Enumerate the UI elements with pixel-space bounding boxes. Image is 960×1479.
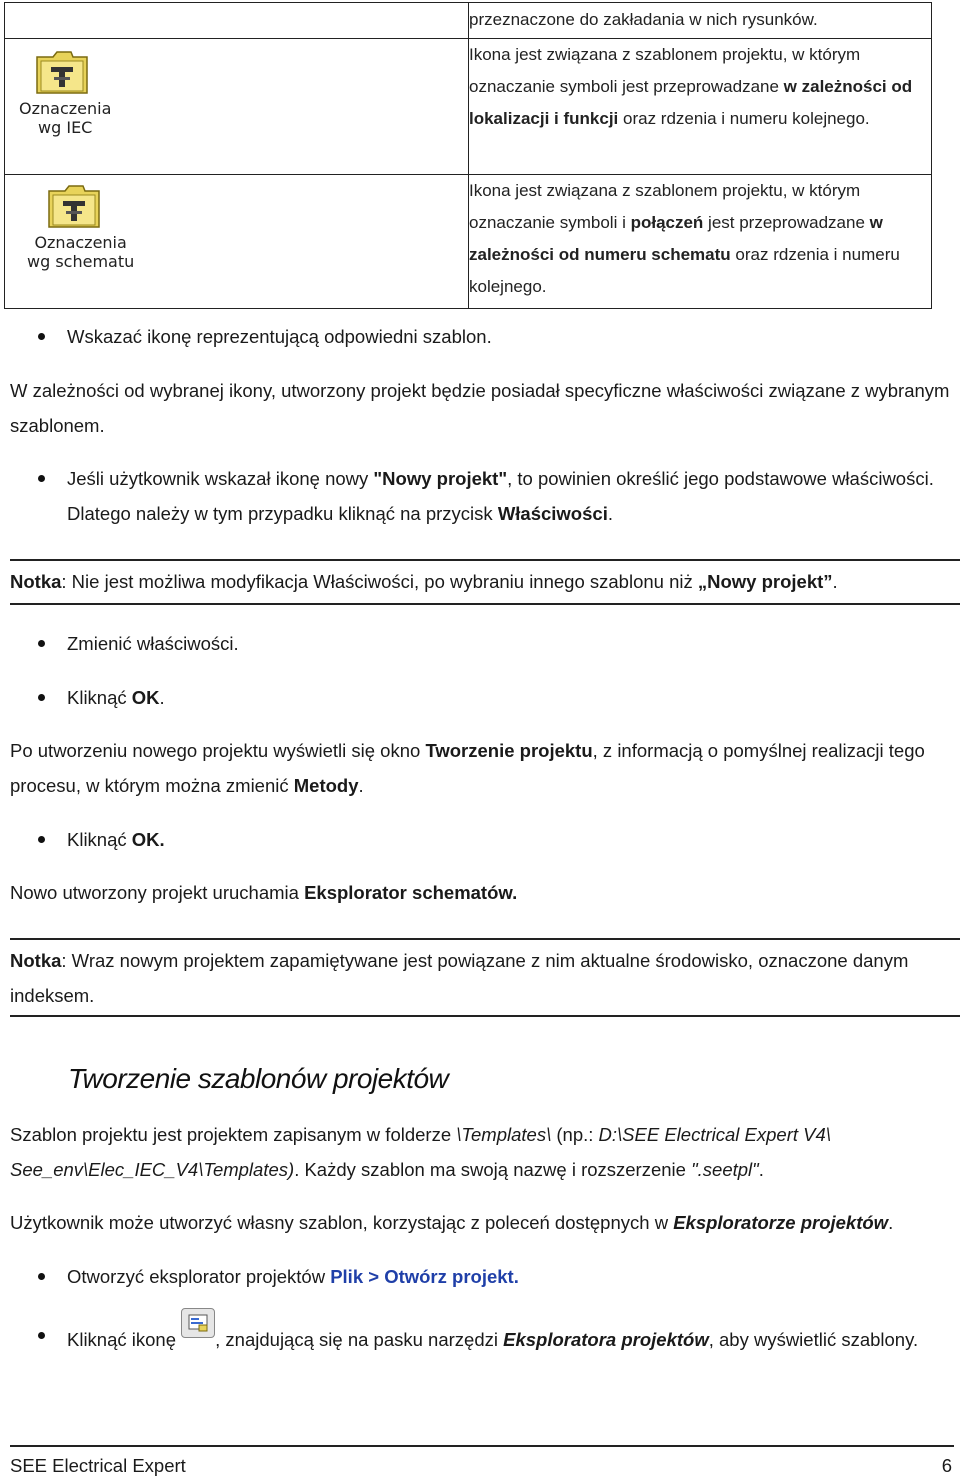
paragraph: Po utworzeniu nowego projektu wyświetli się okno Tworzenie projektu, z informacją o pomyślnej realizacji tego procesu, w którym można zmienić Metody. (10, 740, 925, 796)
table-cell-icon (5, 39, 469, 175)
list-item: Otworzyć eksplorator projektów Plik > Otwórz projekt. (67, 1266, 519, 1287)
list-item: Jeśli użytkownik wskazał ikonę nowy "Nowy projekt", to powinien określić jego podstawowe właściwości. Dlatego należy w tym przypadku kliknąć na przycisk Właściwości. (67, 468, 934, 524)
divider (10, 603, 960, 605)
paragraph: Nowo utworzony projekt uruchamia Eksplorator schematów. (10, 882, 518, 903)
paragraph: W zależności od wybranej ikony, utworzony projekt będzie posiadał specyficzne właściwości związane z wybranym szablonem. (10, 380, 950, 436)
icon-label: Oznaczenia wg schematu (27, 233, 135, 271)
table-cell-empty (5, 3, 469, 39)
paragraph: Szablon projektu jest projektem zapisanym w folderze \Templates\ (np.: D:\SEE Electrical Expert V4\ See_env\Elec_IEC_V4\Templates). Każdy szablon ma swoją nazwę i rozszerzenie ".seetpl". (10, 1124, 831, 1180)
bullet-icon (38, 1273, 45, 1280)
list-item: Kliknąć OK. (67, 829, 165, 850)
page-number: 6 (941, 1455, 952, 1476)
table-row (5, 3, 932, 39)
icon-description-table (4, 2, 932, 309)
note: Notka: Wraz nowym projektem zapamiętywane jest powiązane z nim aktualne środowisko, oznaczone danym indeksem. (10, 950, 909, 1006)
table-cell-description: przeznaczone do zakładania w nich rysunków. (469, 3, 932, 39)
divider (10, 1015, 960, 1017)
footer-divider (10, 1445, 954, 1447)
list-item: Kliknąć OK. (67, 687, 165, 708)
bullet-icon (38, 836, 45, 843)
folder-iec-icon[interactable] (35, 49, 89, 100)
list-item: Zmienić właściwości. (67, 633, 239, 654)
table-cell-description: Ikona jest związana z szablonem projektu, w którym oznaczanie symboli jest przeprowadzane w zależności od lokalizacji i funkcji oraz rdzenia i numeru kolejnego. (469, 39, 932, 175)
table-cell-icon (5, 175, 469, 309)
note: Notka: Nie jest możliwa modyfikacja Właściwości, po wybraniu innego szablonu niż „Nowy projekt”. (10, 571, 838, 592)
divider (10, 559, 960, 561)
section-heading: Tworzenie szablonów projektów (68, 1063, 449, 1094)
list-item: Wskazać ikonę reprezentującą odpowiedni szablon. (67, 326, 492, 347)
bullet-icon (38, 475, 45, 482)
bullet-icon (38, 333, 45, 340)
table-row (5, 175, 932, 309)
templates-toolbar-icon[interactable] (181, 1308, 215, 1338)
paragraph: Użytkownik może utworzyć własny szablon, korzystając z poleceń dostępnych w Eksploratorze projektów. (10, 1212, 894, 1233)
folder-schema-icon[interactable] (47, 183, 101, 234)
list-item: Kliknąć ikonę , znajdującą się na pasku narzędzi Eksploratora projektów, aby wyświetlić szablony. (67, 1318, 947, 1357)
footer-title: SEE Electrical Expert (10, 1455, 186, 1476)
icon-label: Oznaczenia wg IEC (19, 99, 112, 137)
table-cell-description: Ikona jest związana z szablonem projektu, w którym oznaczanie symboli i połączeń jest przeprowadzane w zależności od numeru schematu oraz rdzenia i numeru kolejnego. (469, 175, 932, 309)
bullet-icon (38, 1332, 45, 1339)
bullet-icon (38, 640, 45, 647)
table-row (5, 39, 932, 175)
divider (10, 938, 960, 940)
bullet-icon (38, 694, 45, 701)
